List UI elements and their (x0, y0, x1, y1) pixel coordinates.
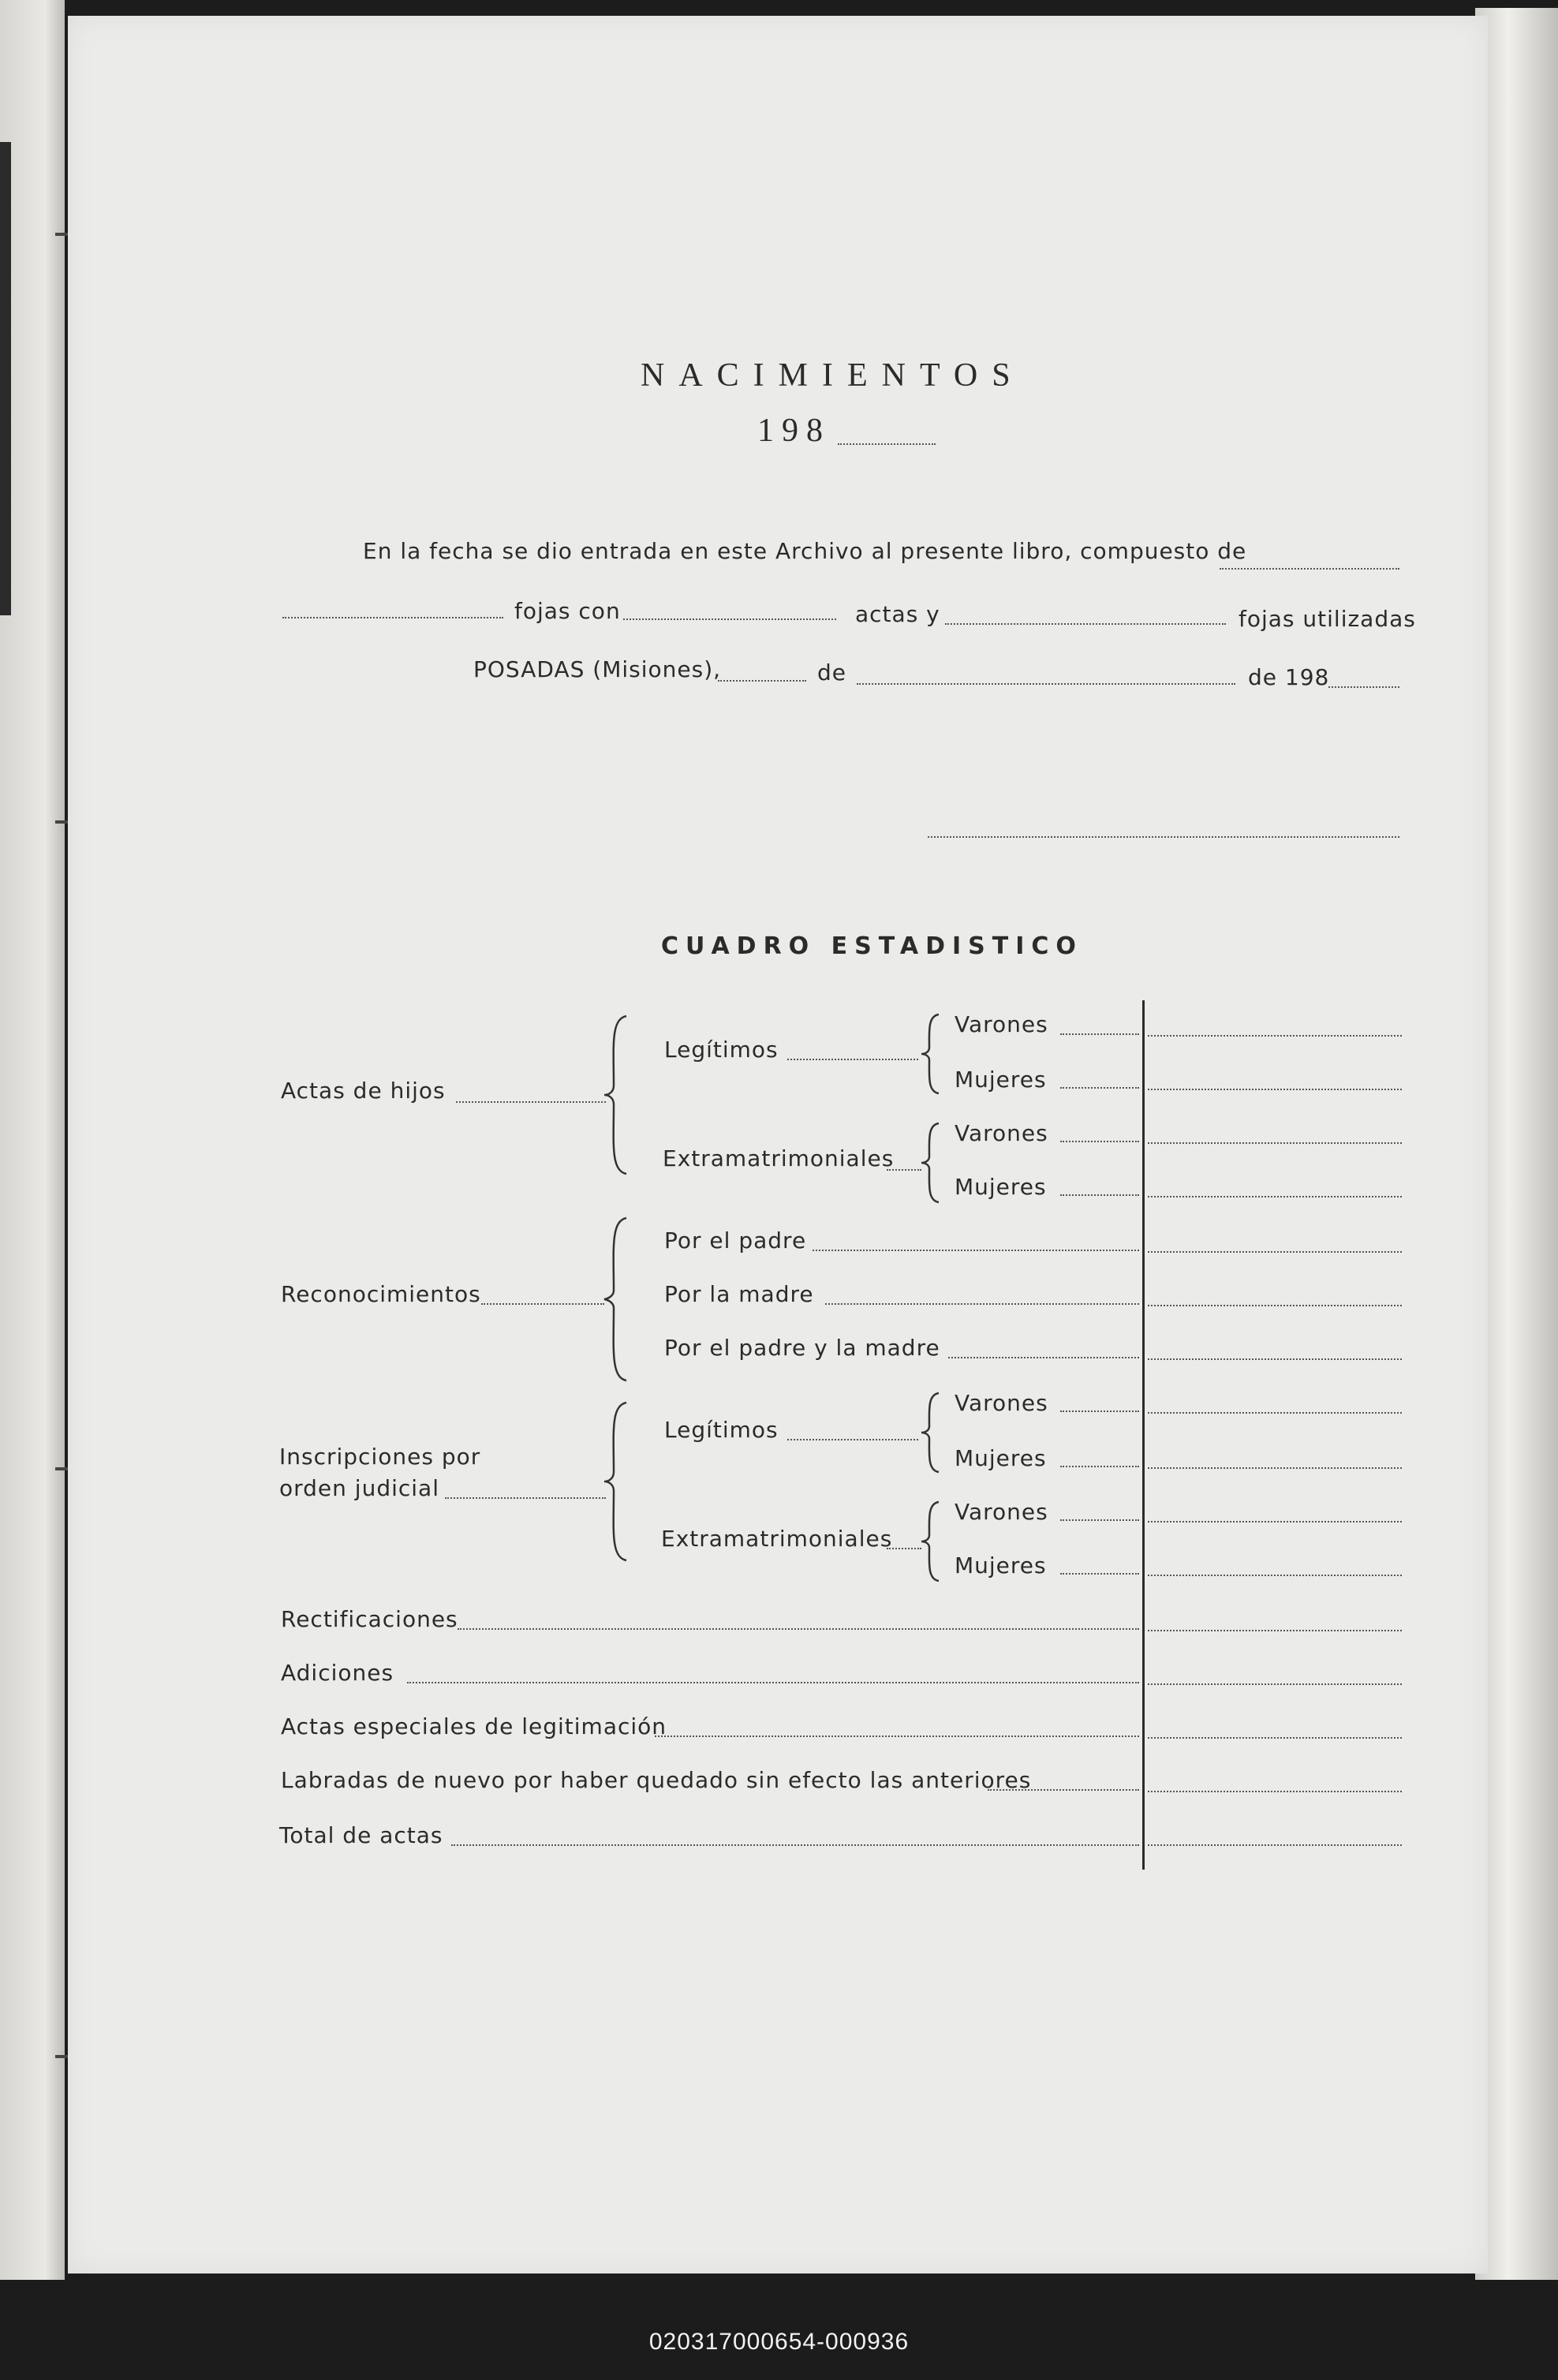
de-label: de (817, 659, 846, 686)
brace-legitimos-2 (920, 1392, 943, 1474)
mujeres-leader (1060, 1466, 1139, 1467)
legitimos-leader (787, 1059, 918, 1060)
mujeres-label: Mujeres (955, 1445, 1047, 1471)
legitimos-label: Legítimos (664, 1037, 779, 1063)
por-la-madre-leader (825, 1303, 1139, 1305)
actas-de-hijos-label: Actas de hijos (281, 1078, 446, 1104)
mujeres-leader (1060, 1194, 1139, 1196)
extramatrimoniales-leader (887, 1169, 921, 1171)
total-leader (451, 1844, 1139, 1846)
reconocimientos-leader (481, 1303, 604, 1305)
legitimos-label: Legítimos (664, 1417, 779, 1443)
page-title: NACIMIENTOS (641, 357, 1025, 394)
actas-de-hijos-leader (456, 1101, 606, 1103)
actas-y-label: actas y (855, 601, 940, 627)
month-blank (857, 683, 1235, 685)
year-end-blank (1328, 686, 1399, 688)
brace-legitimos-1 (920, 1013, 943, 1095)
por-el-padre-leader (813, 1250, 1139, 1251)
brace-inscripciones (603, 1401, 631, 1562)
varones-value (1148, 1035, 1402, 1037)
brace-extramatrimoniales-2 (920, 1500, 943, 1582)
por-la-madre-value (1148, 1305, 1402, 1306)
adiciones-leader (407, 1682, 1139, 1683)
mujeres-value (1148, 1089, 1402, 1090)
varones-value (1148, 1142, 1402, 1144)
varones-value (1148, 1521, 1402, 1523)
fojas-blank (282, 617, 503, 618)
labradas-label: Labradas de nuevo por haber quedado sin efecto las anteriores (281, 1767, 1032, 1793)
varones-label: Varones (955, 1120, 1048, 1146)
por-ambos-label: Por el padre y la madre (664, 1335, 940, 1361)
total-label: Total de actas (279, 1822, 443, 1848)
stats-title: CUADRO ESTADISTICO (661, 932, 1083, 960)
actas-count-blank (623, 618, 836, 620)
place-label: POSADAS (Misiones), (473, 656, 722, 682)
mujeres-leader (1060, 1573, 1139, 1575)
por-ambos-leader (948, 1357, 1139, 1358)
inscripciones-label-2: orden judicial (279, 1475, 439, 1501)
compuesto-blank (1220, 568, 1399, 570)
mujeres-value (1148, 1575, 1402, 1576)
brace-actas-de-hijos (603, 1014, 631, 1175)
document-page (68, 16, 1488, 2274)
intro-line-1: En la fecha se dio entrada en este Archivo al presente libro, compuesto de (363, 538, 1247, 564)
rectificaciones-leader (458, 1628, 1139, 1630)
por-el-padre-label: Por el padre (664, 1227, 807, 1254)
inscripciones-leader (445, 1497, 606, 1499)
fojas-utilizadas-blank (945, 623, 1226, 625)
mujeres-label: Mujeres (955, 1552, 1047, 1579)
mujeres-label: Mujeres (955, 1174, 1047, 1200)
inscripciones-label-1: Inscripciones por (279, 1444, 481, 1470)
brace-extramatrimoniales-1 (920, 1122, 943, 1204)
varones-leader (1060, 1141, 1139, 1142)
varones-leader (1060, 1519, 1139, 1521)
por-ambos-value (1148, 1358, 1402, 1360)
day-blank (718, 680, 806, 682)
rectificaciones-label: Rectificaciones (281, 1606, 458, 1632)
reconocimientos-label: Reconocimientos (281, 1281, 481, 1307)
mujeres-leader (1060, 1087, 1139, 1089)
year-label: 198 (757, 413, 831, 449)
fojas-con-label: fojas con (514, 598, 621, 624)
mujeres-value (1148, 1467, 1402, 1469)
mujeres-value (1148, 1196, 1402, 1197)
brace-reconocimientos (603, 1216, 631, 1382)
varones-label: Varones (955, 1390, 1048, 1416)
legitimos-leader (787, 1439, 918, 1440)
varones-leader (1060, 1033, 1139, 1035)
varones-label: Varones (955, 1499, 1048, 1525)
signature-line (928, 836, 1399, 838)
image-id-caption: 020317000654-000936 (648, 2329, 910, 2355)
mujeres-label: Mujeres (955, 1067, 1047, 1093)
total-value (1148, 1844, 1402, 1846)
varones-label: Varones (955, 1011, 1048, 1037)
extramatrimoniales-label: Extramatrimoniales (661, 1526, 893, 1552)
varones-value (1148, 1412, 1402, 1414)
stats-column-rule (1142, 1000, 1145, 1870)
year-blank (838, 443, 936, 445)
actas-especiales-value (1148, 1737, 1402, 1739)
por-la-madre-label: Por la madre (664, 1281, 814, 1307)
left-dark-strip (0, 142, 11, 615)
por-el-padre-value (1148, 1251, 1402, 1253)
de-198-label: de 198 (1248, 664, 1330, 690)
varones-leader (1060, 1410, 1139, 1412)
actas-especiales-leader (655, 1735, 1139, 1737)
adiciones-value (1148, 1683, 1402, 1685)
actas-especiales-label: Actas especiales de legitimación (281, 1713, 667, 1739)
extramatrimoniales-label: Extramatrimoniales (663, 1145, 895, 1171)
labradas-value (1148, 1791, 1402, 1792)
rectificaciones-value (1148, 1630, 1402, 1631)
labradas-leader (988, 1789, 1139, 1791)
extramatrimoniales-leader (887, 1548, 921, 1549)
left-page-edge (0, 0, 65, 2280)
adiciones-label: Adiciones (281, 1660, 394, 1686)
fojas-utilizadas-label: fojas utilizadas (1239, 606, 1416, 632)
